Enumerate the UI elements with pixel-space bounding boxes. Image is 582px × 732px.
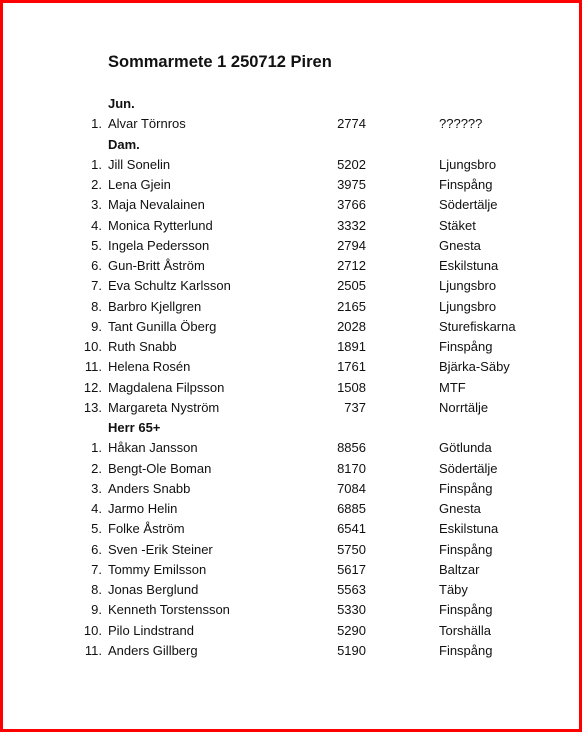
result-score: 2794 xyxy=(337,237,366,253)
result-row xyxy=(0,398,582,418)
result-rank: 5. xyxy=(91,237,102,253)
result-name: Monica Rytterlund xyxy=(108,217,213,233)
result-name: Anders Snabb xyxy=(108,480,191,496)
result-name: Folke Åström xyxy=(108,521,185,537)
result-rank: 1. xyxy=(91,440,102,456)
result-name: Anders Gillberg xyxy=(108,642,198,658)
section-heading-row xyxy=(0,94,582,114)
result-club: Sturefiskarna xyxy=(439,318,516,334)
result-row xyxy=(0,357,582,377)
result-score: 2774 xyxy=(337,116,366,132)
result-row xyxy=(0,560,582,580)
result-score: 737 xyxy=(344,399,366,415)
section-heading: Jun. xyxy=(108,96,135,111)
results-list xyxy=(0,94,582,661)
result-rank: 10. xyxy=(83,622,102,638)
result-rank: 13. xyxy=(83,399,102,415)
result-name: Ruth Snabb xyxy=(108,339,177,354)
result-score: 5290 xyxy=(337,622,366,638)
result-rank: 8. xyxy=(91,298,102,314)
result-rank: 11. xyxy=(84,642,102,658)
result-club: Ljungsbro xyxy=(439,156,497,172)
result-row xyxy=(0,216,582,236)
result-name: Sven -Erik Steiner xyxy=(108,541,213,557)
result-row xyxy=(0,459,582,479)
result-club: Finspång xyxy=(439,541,493,557)
result-club: Finspång xyxy=(439,177,493,192)
result-name: Gun-Britt Åström xyxy=(108,258,205,273)
result-club: Bjärka-Säby xyxy=(439,359,510,375)
result-rank: 6. xyxy=(91,258,102,273)
result-club: Ljungsbro xyxy=(439,278,497,294)
result-name: Eva Schultz Karlsson xyxy=(108,278,231,294)
result-rank: 2. xyxy=(91,460,102,476)
result-score: 5750 xyxy=(337,541,366,557)
result-rank: 2. xyxy=(91,177,102,192)
result-name: Ingela Pedersson xyxy=(108,237,210,253)
result-score: 5202 xyxy=(337,156,366,172)
result-row xyxy=(0,621,582,641)
result-row xyxy=(0,499,582,519)
result-name: Jarmo Helin xyxy=(108,501,178,516)
result-score: 2505 xyxy=(337,278,366,294)
result-rank: 3. xyxy=(91,197,102,213)
result-score: 3332 xyxy=(337,217,366,233)
result-club: Ljungsbro xyxy=(439,298,497,314)
result-row xyxy=(0,540,582,560)
result-score: 7084 xyxy=(337,480,366,496)
result-rank: 1. xyxy=(91,116,102,132)
result-club: Finspång xyxy=(439,480,493,496)
result-rank: 10. xyxy=(83,339,102,354)
result-club: Täby xyxy=(439,582,468,597)
section-heading: Dam. xyxy=(108,136,140,152)
result-rank: 9. xyxy=(91,318,102,334)
result-club: Götlunda xyxy=(439,440,492,456)
result-name: Jill Sonelin xyxy=(108,156,171,172)
result-score: 2165 xyxy=(337,298,366,314)
result-row xyxy=(0,641,582,661)
result-row xyxy=(0,175,582,195)
result-score: 3975 xyxy=(337,177,366,192)
result-row xyxy=(0,114,582,134)
result-row xyxy=(0,276,582,296)
result-club: Eskilstuna xyxy=(439,258,499,273)
result-score: 8856 xyxy=(337,440,366,456)
result-club: Stäket xyxy=(439,217,476,233)
result-club: Finspång xyxy=(439,339,493,354)
result-name: Pilo Lindstrand xyxy=(108,622,194,638)
result-name: Håkan Jansson xyxy=(108,440,198,456)
page-title: Sommarmete 1 250712 Piren xyxy=(108,53,332,71)
result-score: 5563 xyxy=(337,582,366,597)
result-name: Barbro Kjellgren xyxy=(108,298,202,314)
result-score: 5330 xyxy=(337,602,366,618)
result-score: 5617 xyxy=(337,561,366,577)
result-score: 3766 xyxy=(337,197,366,213)
result-club: Södertälje xyxy=(439,197,498,213)
result-rank: 3. xyxy=(91,480,102,496)
result-score: 8170 xyxy=(337,460,366,476)
result-score: 6885 xyxy=(337,501,366,516)
result-row xyxy=(0,600,582,620)
result-name: Maja Nevalainen xyxy=(108,197,205,213)
result-row xyxy=(0,155,582,175)
result-club: Baltzar xyxy=(439,561,480,577)
result-rank: 1. xyxy=(91,156,102,172)
result-row xyxy=(0,438,582,458)
result-club: Finspång xyxy=(439,602,493,618)
result-name: Kenneth Torstensson xyxy=(108,602,230,618)
result-score: 2712 xyxy=(337,258,366,273)
result-club: Norrtälje xyxy=(439,399,489,415)
result-score: 2028 xyxy=(337,318,366,334)
result-name: Margareta Nyström xyxy=(108,399,220,415)
result-rank: 11. xyxy=(84,359,102,375)
result-rank: 4. xyxy=(91,501,102,516)
result-name: Jonas Berglund xyxy=(108,582,199,597)
result-rank: 9. xyxy=(91,602,102,618)
result-name: Alvar Törnros xyxy=(108,116,186,132)
result-row xyxy=(0,337,582,357)
section-heading-row xyxy=(0,135,582,155)
section-heading: Herr 65+ xyxy=(108,420,161,435)
result-club: Södertälje xyxy=(439,460,498,476)
result-row xyxy=(0,479,582,499)
result-club: ?????? xyxy=(439,116,483,132)
result-row xyxy=(0,236,582,256)
result-row xyxy=(0,580,582,600)
result-score: 5190 xyxy=(337,642,366,658)
result-row xyxy=(0,317,582,337)
result-rank: 5. xyxy=(91,521,102,537)
result-rank: 8. xyxy=(91,582,102,597)
result-rank: 6. xyxy=(91,541,102,557)
result-club: MTF xyxy=(439,379,466,395)
result-row xyxy=(0,519,582,539)
result-club: Gnesta xyxy=(439,237,481,253)
result-rank: 12. xyxy=(83,379,102,395)
result-club: Torshälla xyxy=(439,622,492,638)
result-rank: 7. xyxy=(91,561,102,577)
result-name: Bengt-Ole Boman xyxy=(108,460,212,476)
result-club: Finspång xyxy=(439,642,493,658)
result-score: 1891 xyxy=(337,339,366,354)
result-name: Tant Gunilla Öberg xyxy=(108,318,217,334)
result-club: Gnesta xyxy=(439,501,481,516)
result-name: Helena Rosén xyxy=(108,359,191,375)
result-row xyxy=(0,378,582,398)
result-row xyxy=(0,256,582,276)
result-name: Magdalena Filpsson xyxy=(108,379,225,395)
result-score: 1508 xyxy=(337,379,366,395)
result-row xyxy=(0,297,582,317)
result-name: Lena Gjein xyxy=(108,177,171,192)
result-name: Tommy Emilsson xyxy=(108,561,207,577)
result-score: 1761 xyxy=(337,359,366,375)
result-row xyxy=(0,195,582,215)
result-rank: 7. xyxy=(91,278,102,294)
result-score: 6541 xyxy=(337,521,366,537)
result-rank: 4. xyxy=(91,217,102,233)
result-club: Eskilstuna xyxy=(439,521,499,537)
section-heading-row xyxy=(0,418,582,438)
